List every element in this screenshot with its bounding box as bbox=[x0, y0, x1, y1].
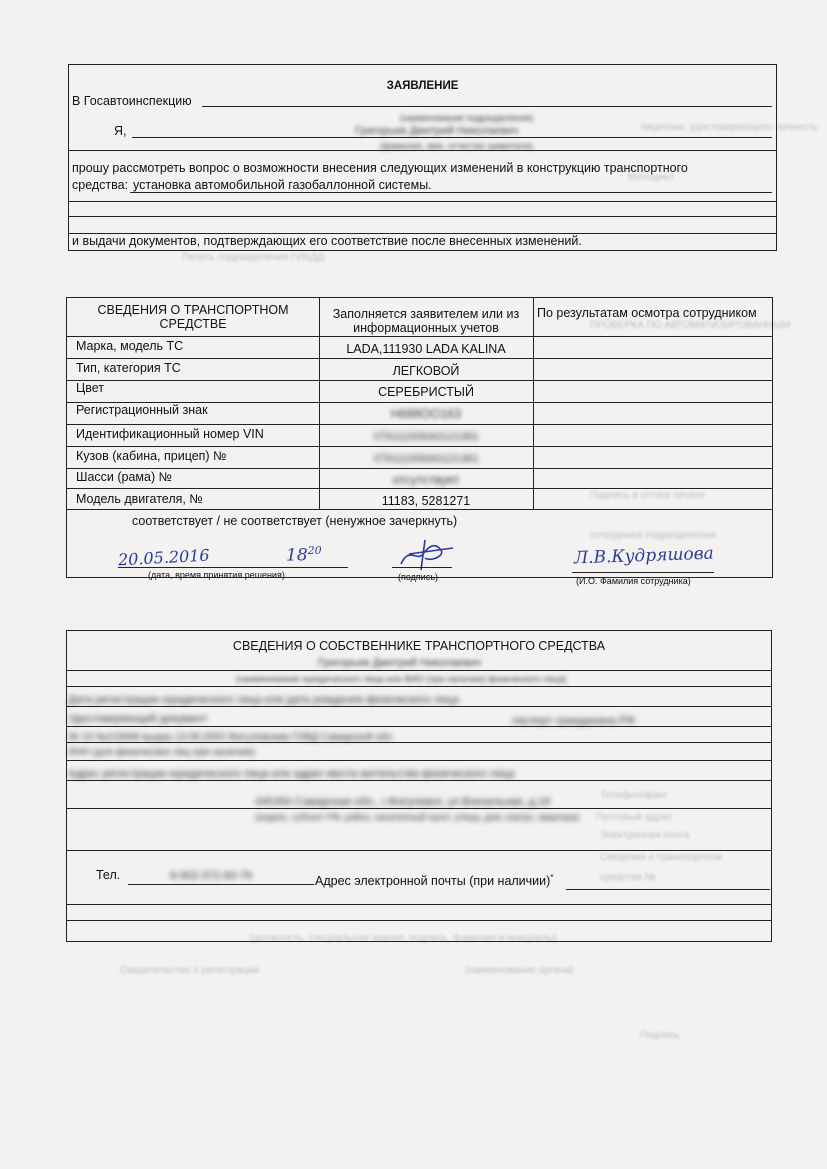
table-row-value: 11183, 5281271 bbox=[381, 494, 471, 508]
to-label: В Госавтоинспекцию bbox=[72, 94, 192, 108]
table-row-label: Цвет bbox=[76, 381, 105, 395]
table-row-label: Тип, категория ТС bbox=[76, 361, 181, 375]
caption-signature: (подпись) bbox=[398, 572, 439, 582]
statement-title: ЗАЯВЛЕНИЕ bbox=[386, 80, 459, 92]
header-vehicle-info: СВЕДЕНИЯ О ТРАНСПОРТНОМ СРЕДСТВЕ bbox=[97, 303, 289, 331]
tel-value: 8-902-372-83-79 bbox=[170, 870, 252, 882]
owner-doc-line: Удостоверяющий документ bbox=[68, 713, 208, 725]
handwritten-officer-name: Л.В.Кудряшова bbox=[573, 543, 715, 569]
request-text: прошу рассмотреть вопрос о возможности внесения следующих изменений в конструкцию транспортного bbox=[72, 161, 688, 175]
table-row-label: Марка, модель ТС bbox=[76, 339, 184, 353]
tel-label: Тел. bbox=[96, 868, 121, 882]
applicant-name-caption: (фамилия, имя, отчество заявителя) bbox=[380, 141, 533, 151]
table-row-label: Шасси (рама) № bbox=[76, 470, 173, 484]
email-label: Адрес электронной почты (при наличии)* bbox=[315, 873, 554, 889]
owner-name-caption: (наименование юридического лица или ФИО (при наличии) физического лица) bbox=[236, 674, 567, 684]
owner-name: Григорьев Дмитрий Николаевич bbox=[318, 657, 482, 669]
issue-text: и выдачи документов, подтверждающих его соответствие после внесенных изменений. bbox=[72, 234, 582, 248]
caption-officer: (И.О. Фамилия сотрудника) bbox=[576, 576, 691, 586]
header-officer-inspection: По результатам осмотра сотрудником bbox=[537, 306, 757, 320]
table-row-label: Идентификационный номер VIN bbox=[76, 427, 264, 441]
owner-address-value: 445350 Самарская обл., г.Жигулевск, ул.Вокзальная, д.16 bbox=[255, 796, 551, 808]
owner-inn-line: ИНН (для физических лиц при наличии) bbox=[68, 747, 255, 758]
table-row-value: LADA,111930 LADA KALINA bbox=[346, 342, 506, 356]
handwritten-time: $18^{20}$ bbox=[286, 544, 322, 566]
table-row-value: XTA111930A0121361 bbox=[373, 453, 479, 465]
owner-title: СВЕДЕНИЯ О СОБСТВЕННИКЕ ТРАНСПОРТНОГО СРЕДСТВА bbox=[232, 639, 606, 653]
owner-doc-number: 36 10 №215690 выдан 13.09.2003 Жигулевским ГОВД Самарской обл. bbox=[68, 732, 395, 743]
vehicle-word: средства: bbox=[72, 178, 129, 192]
owner-date-line: Дата регистрации юридического лица или дата рождения физического лица bbox=[68, 694, 459, 706]
change-text: установка автомобильной газобаллонной системы. bbox=[133, 178, 432, 192]
caption-datetime: (дата, время принятия решения) bbox=[148, 570, 285, 580]
table-row-value: отсутствует bbox=[392, 473, 460, 487]
table-row-label: Регистрационный знак bbox=[76, 403, 208, 417]
owner-address-caption: (индекс, субъект РФ, район, населенный пункт, улица, дом, корпус, квартира) bbox=[255, 812, 580, 822]
handwritten-date: 20.05.2016 bbox=[117, 545, 211, 570]
table-row-label: Модель двигателя, № bbox=[76, 492, 203, 506]
owner-address-line: Адрес регистрации юридического лица или адрес места жительства физического лица bbox=[68, 768, 515, 780]
decision-text: соответствует / не соответствует (ненужное зачеркнуть) bbox=[132, 514, 458, 528]
table-row-value: ЛЕГКОВОЙ bbox=[392, 364, 460, 378]
applicant-name: Григорьев Дмитрий Николаевич bbox=[355, 125, 519, 137]
table-row-value: СЕРЕБРИСТЫЙ bbox=[378, 385, 474, 399]
i-label: Я, bbox=[114, 124, 127, 138]
owner-doc-value: паспорт гражданина РФ bbox=[512, 715, 635, 727]
table-row-value: XTA111930A0121361 bbox=[373, 431, 479, 443]
table-row-value: Н688ОО163 bbox=[390, 407, 462, 421]
to-caption: (наименование подразделения) bbox=[400, 113, 534, 123]
table-row-label: Кузов (кабина, прицеп) № bbox=[76, 449, 227, 463]
header-applicant-fill: Заполняется заявителем или из информационных учетов bbox=[332, 307, 520, 335]
